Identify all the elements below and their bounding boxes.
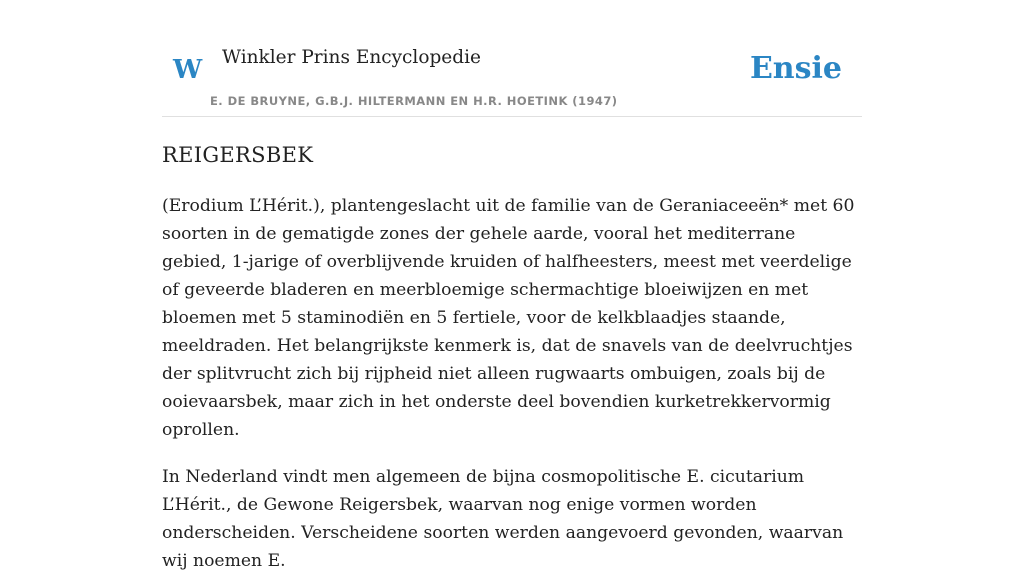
entry-content — [162, 138, 862, 575]
winkler-prins-logo[interactable]: W — [173, 55, 203, 85]
entry-paragraph-2: In Nederland vindt men algemeen de bijna cosmopolitische E. cicutarium L’Hérit., de Gewone Reigersbek, waarvan nog enige vormen worden onderscheiden. Verscheidene soorten werden aangevoerd gevonden, waarvan wij noemen E. — [162, 467, 844, 571]
site-title[interactable]: Winkler Prins Encyclopedie — [222, 47, 481, 68]
ensie-logo[interactable]: Ensie — [749, 51, 842, 86]
authors-line: E. DE BRUYNE, G.B.J. HILTERMANN EN H.R. HOETINK (1947) — [210, 94, 618, 108]
entry-title: REIGERSBEK — [162, 143, 314, 167]
entry-paragraph-1: (Erodium L’Hérit.), plantengeslacht uit de familie van de Geraniaceeën* met 60 soorten in de gematigde zones der gehele aarde, vooral het mediterrane gebied, 1-jarige of overblijvende kruiden of halfheesters, meest met veerdelige of geveerde bladeren en meerbloemige schermachtige bloeiwijzen en met bloemen met 5 staminodiën en 5 fertiele, voor de kelkblaadjes staande, meeldraden. Het belangrijkste kenmerk is, dat de snavels van de deelvruchtjes der splitvrucht zich bij rijpheid niet alleen rugwaarts ombuigen, zoals bij de ooievaarsbek, maar zich in het onderste deel bovendien kurketrekkervormig oprollen. — [162, 196, 855, 440]
site-header — [162, 0, 862, 117]
